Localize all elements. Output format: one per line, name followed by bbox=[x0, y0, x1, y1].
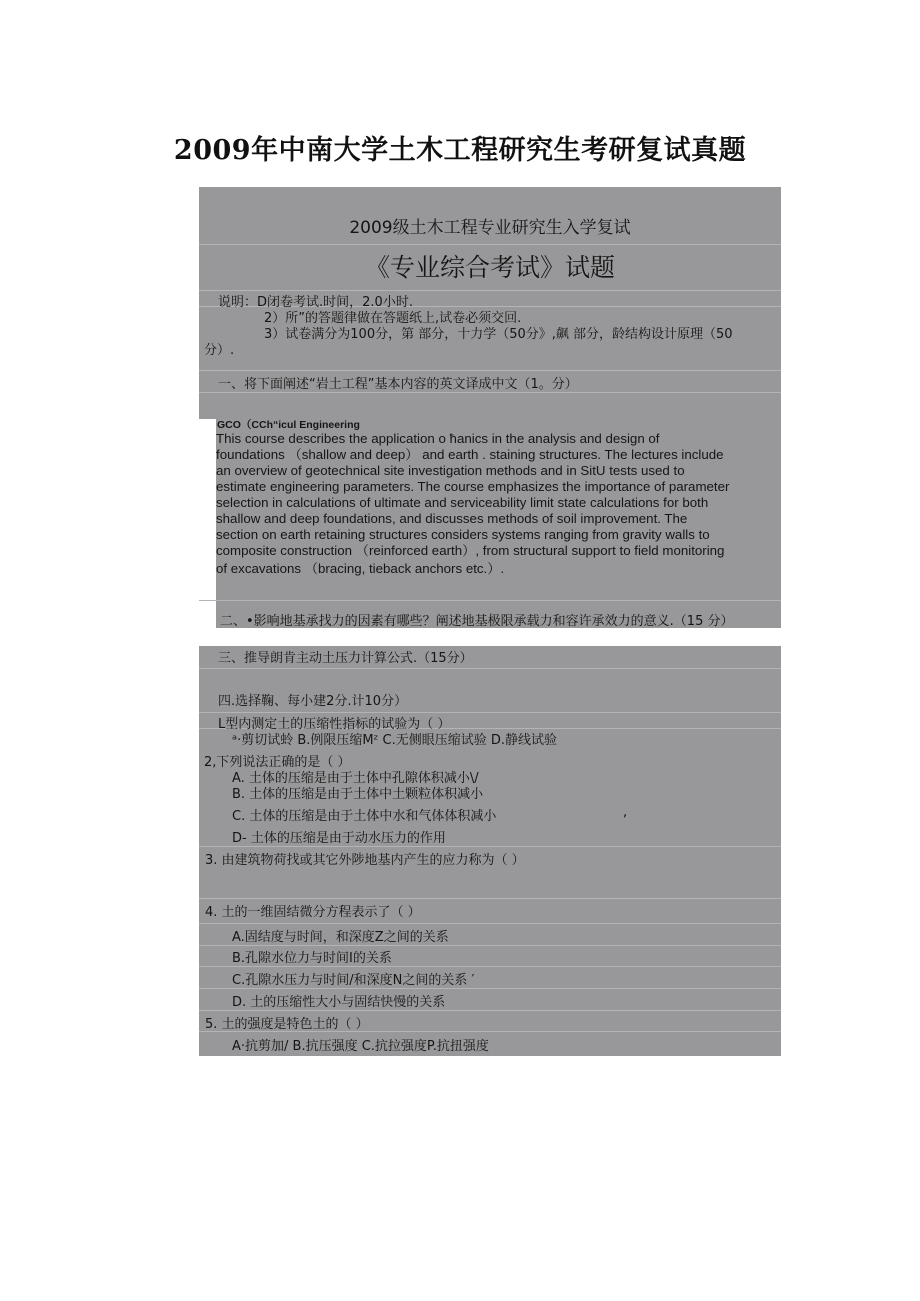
question-2-option-d: D- 土体的压缩是由于动水压力的作用 bbox=[232, 831, 446, 846]
exam-note-2: 2）所”的答题律做在答题纸上,试卷必须交回. bbox=[264, 311, 522, 326]
exam-note-3: 3）试卷满分为100分，第 部分，十力学（50分》,飙 部分，龄结构设计原理（50 bbox=[264, 327, 733, 342]
scan-line bbox=[199, 966, 781, 967]
question-5-options: A·抗剪加/ B.抗压强度 C.抗拉强度P.抗扭强度 bbox=[232, 1039, 489, 1054]
scan-line bbox=[199, 988, 781, 989]
question-4: 4. 土的一维固结微分方程表示了（ ） bbox=[205, 905, 421, 920]
scan-line bbox=[199, 945, 781, 946]
english-line: an overview of geotechnical site investigation methods and in SitU tests used to bbox=[216, 463, 685, 478]
exam-note-1: 说明：D闭卷考试.时间，2.0小时. bbox=[218, 295, 413, 310]
question-4-option-b: B.孔隙水位力与时间I的关系 bbox=[232, 951, 392, 966]
scan-line bbox=[199, 370, 781, 371]
question-2: 2,下列说法正确的是（ ） bbox=[204, 755, 351, 770]
section-1-title: 一、将下面阐述“岩土工程”基本内容的英文译成中文（1。分） bbox=[218, 377, 578, 392]
english-line: estimate engineering parameters. The course emphasizes the importance of parameter bbox=[216, 479, 730, 494]
scan-line bbox=[199, 898, 781, 899]
english-line: section on earth retaining structures considers systems ranging from gravity walls to bbox=[216, 527, 710, 542]
english-passage-heading: GCO（CCh“icul Engineering bbox=[217, 419, 360, 431]
english-passage bbox=[216, 431, 776, 577]
question-4-option-a: A.固结度与时间，和深度Z之间的关系 bbox=[232, 930, 449, 945]
english-line: composite construction （reinforced earth）, from structural support to field monitoring bbox=[216, 543, 725, 558]
section-4-title: 四.选择鞠、每小建2分.计10分） bbox=[218, 694, 408, 709]
section-2-title: 二、•影响地基承找力的因素有哪些？阐述地基极限承载力和容许承效力的意义.（15 分） bbox=[220, 614, 734, 629]
exam-heading: 2009级土木工程专业研究生入学复试 bbox=[349, 218, 631, 238]
exam-title: 《专业综合考试》试题 bbox=[364, 253, 615, 282]
question-2-option-a: A. 土体的压缩是由于土体中孔隙体积减小\/ bbox=[232, 771, 479, 786]
scan-line bbox=[199, 244, 781, 245]
scan-gap-middle bbox=[199, 628, 781, 646]
scan-gap-left bbox=[199, 419, 216, 628]
english-line: of excavations （bracing, tieback anchors etc.）. bbox=[216, 561, 505, 576]
exam-note-4: 分）. bbox=[204, 343, 235, 358]
question-2-option-c: C. 土体的压缩是由于土体中水和气体体积减小 bbox=[232, 809, 497, 824]
scan-line bbox=[199, 923, 781, 924]
english-line: This course describes the application o ħanics in the analysis and design of bbox=[216, 431, 660, 446]
page-title: 2009年中南大学土木工程研究生考研复试真题 bbox=[173, 135, 747, 166]
scan-line bbox=[199, 392, 781, 393]
scan-line bbox=[199, 1010, 781, 1011]
question-2-stray-mark: , bbox=[623, 805, 628, 820]
english-line: selection in calculations of ultimate and serviceability limit state calculations for both bbox=[216, 495, 709, 510]
question-1-options: ᵃ·剪切试蛉 B.例限压缩Mᶻ C.无侧眼压缩试验 D.静线试验 bbox=[232, 733, 558, 748]
scan-line bbox=[199, 846, 781, 847]
english-line: foundations （shallow and deep） and earth . staining structures. The lectures include bbox=[216, 447, 724, 462]
question-1: L型内测定土的压缩性指标的试验为（ ） bbox=[218, 717, 451, 732]
question-3: 3. 由建筑物荷找或其它外陟地基内产生的应力称为（ ） bbox=[205, 853, 525, 868]
section-3-title: 三、推导朗肯主动土压力计算公式.（15分） bbox=[218, 651, 473, 666]
question-4-option-c: C.孔隙水压力与时间/和深度N之间的关系 ′ bbox=[232, 973, 475, 988]
scan-line bbox=[199, 668, 781, 669]
scan-line bbox=[199, 600, 781, 601]
english-line: shallow and deep foundations, and discusses methods of soil improvement. The bbox=[216, 511, 688, 526]
question-2-option-b: B. 土体的压缩是由于土体中土颗粒体积减小 bbox=[232, 787, 484, 802]
question-4-option-d: D. 土的压缩性大小与固结快慢的关系 bbox=[232, 995, 446, 1010]
question-5: 5. 土的强度是特色土的（ ） bbox=[205, 1017, 369, 1032]
